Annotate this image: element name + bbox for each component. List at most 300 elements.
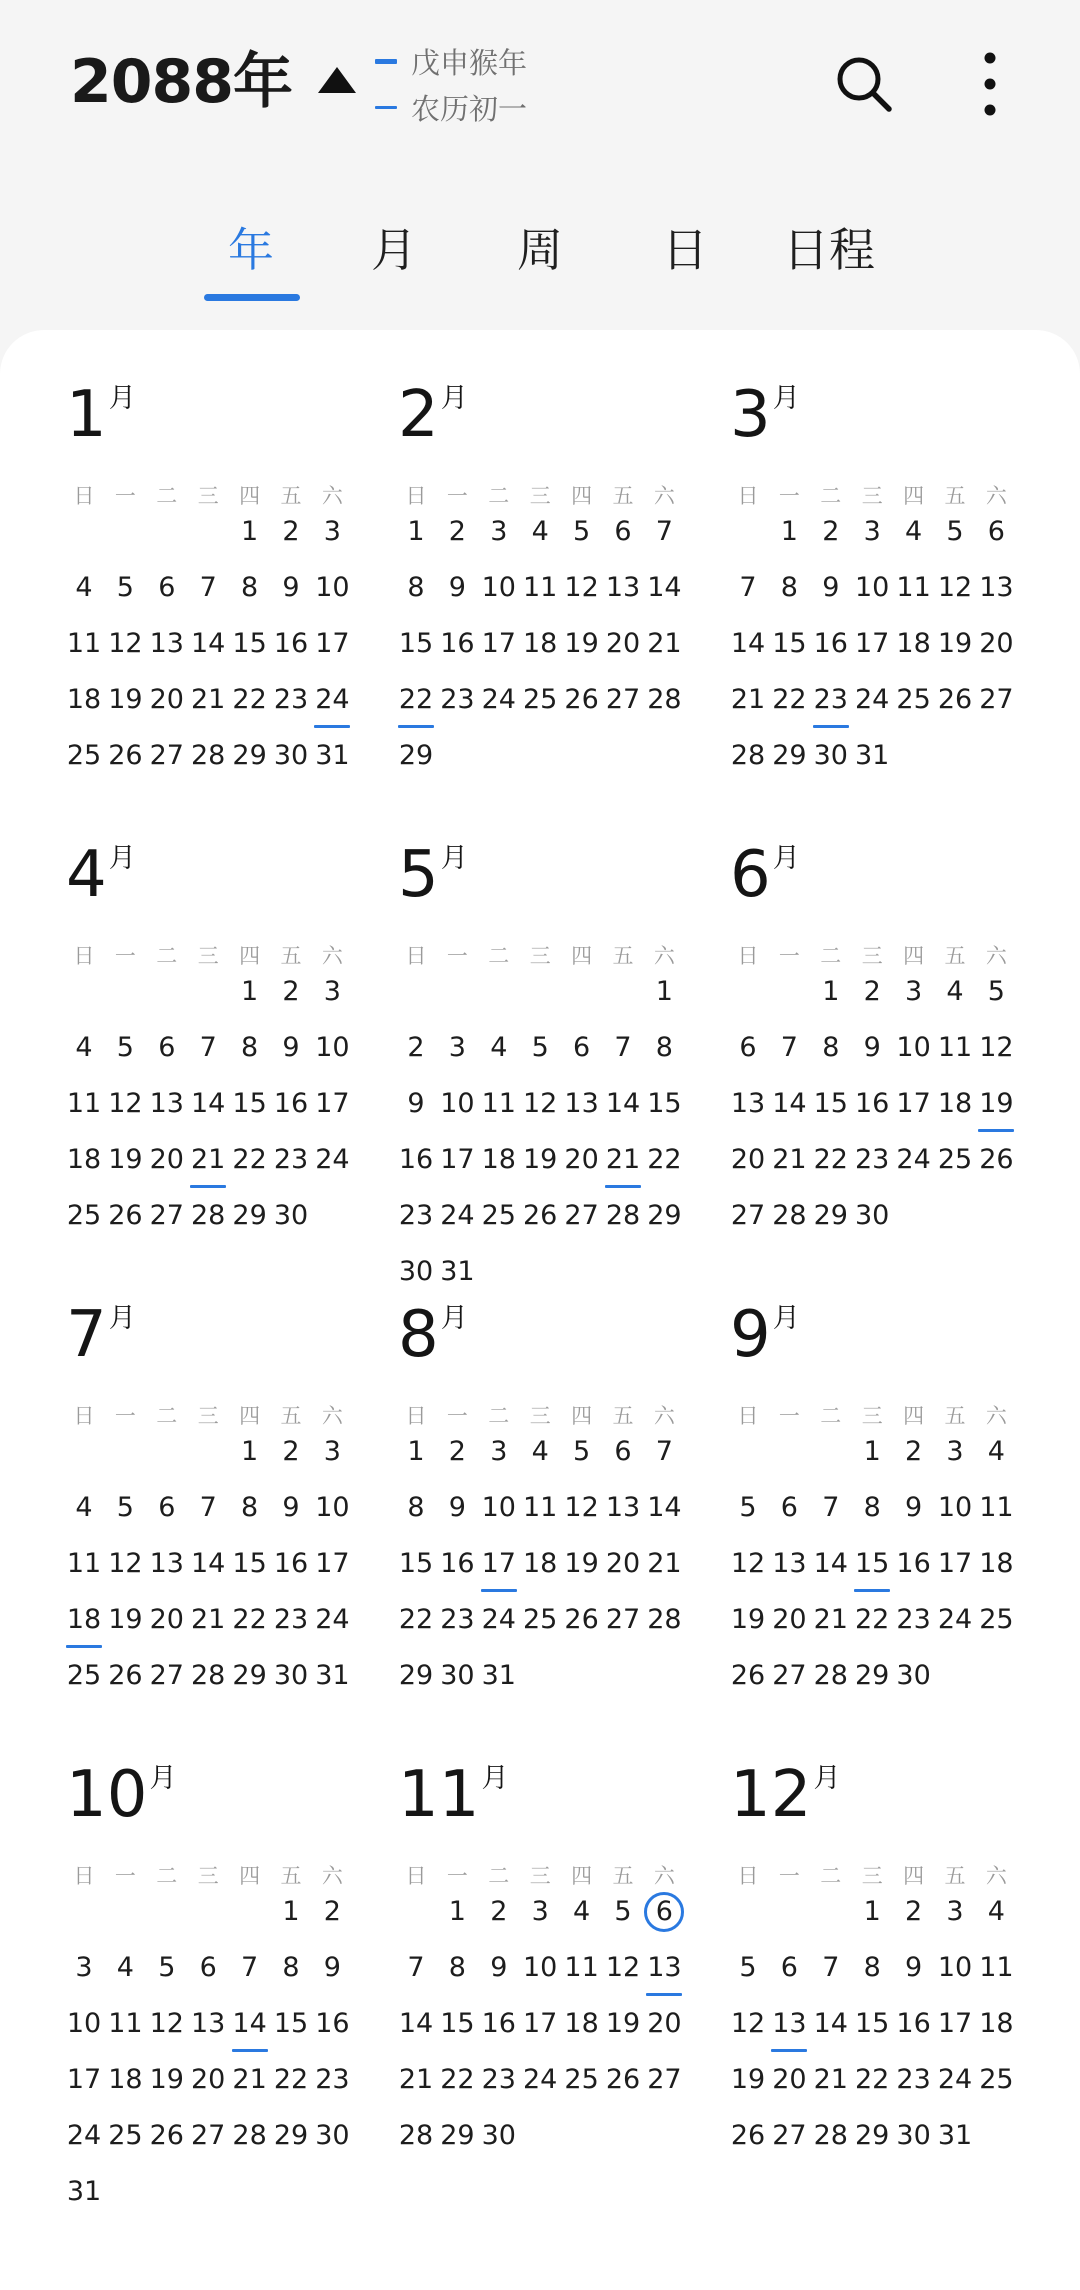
day-cell[interactable]: 16	[440, 1548, 475, 1579]
day-cell[interactable]: 4	[531, 516, 549, 547]
day-cell[interactable]: 8	[407, 572, 425, 603]
day-cell[interactable]: 4	[75, 572, 93, 603]
day-cell[interactable]: 13	[641, 1944, 687, 1992]
day-cell[interactable]: 11	[523, 572, 558, 603]
tab-week[interactable]: 周	[517, 223, 563, 277]
day-cell[interactable]: 27	[772, 1660, 807, 1691]
day-cell[interactable]: 8	[863, 1492, 881, 1523]
day-cell[interactable]: 10	[315, 1032, 350, 1063]
day-cell[interactable]: 10	[66, 2008, 102, 2039]
day-cell[interactable]: 21	[600, 1136, 646, 1184]
day-cell[interactable]: 30	[398, 1256, 434, 1287]
day-cell[interactable]: 18	[979, 2008, 1014, 2039]
day-cell[interactable]: 30	[481, 2120, 516, 2151]
day-cell[interactable]: 27	[191, 2120, 226, 2151]
day-cell[interactable]: 6	[987, 516, 1005, 547]
day-cell[interactable]: 24	[315, 1144, 350, 1175]
day-cell[interactable]: 7	[199, 572, 217, 603]
day-cell[interactable]: 2	[822, 516, 840, 547]
day-cell[interactable]: 25	[523, 684, 558, 715]
day-cell[interactable]: 26	[937, 684, 973, 715]
day-cell[interactable]: 25	[66, 740, 102, 771]
day-cell[interactable]: 17	[937, 1548, 973, 1579]
day-cell[interactable]: 1	[448, 1896, 466, 1927]
day-cell[interactable]: 11	[66, 1548, 102, 1579]
day-cell[interactable]: 24	[481, 1604, 516, 1635]
day-cell[interactable]: 26	[564, 1604, 599, 1635]
day-cell[interactable]: 17	[315, 1088, 350, 1119]
day-cell[interactable]: 2	[282, 976, 300, 1007]
day-cell[interactable]: 15	[398, 1548, 434, 1579]
day-cell[interactable]: 12	[523, 1088, 558, 1119]
day-cell[interactable]: 6	[158, 572, 176, 603]
day-cell[interactable]: 9	[905, 1492, 923, 1523]
day-cell[interactable]: 5	[116, 1032, 134, 1063]
day-cell[interactable]: 7	[241, 1952, 259, 1983]
day-cell[interactable]: 18	[523, 1548, 558, 1579]
day-cell[interactable]: 4	[75, 1492, 93, 1523]
day-cell[interactable]: 25	[896, 684, 931, 715]
day-cell[interactable]: 14	[647, 572, 682, 603]
day-cell[interactable]: 2	[323, 1896, 341, 1927]
month-11[interactable]	[398, 1750, 718, 2190]
day-cell[interactable]: 28	[191, 1200, 226, 1231]
day-cell[interactable]: 17	[523, 2008, 558, 2039]
day-cell[interactable]: 30	[273, 740, 309, 771]
day-cell[interactable]: 9	[905, 1952, 923, 1983]
day-cell[interactable]: 5	[531, 1032, 549, 1063]
day-cell[interactable]: 13	[564, 1088, 599, 1119]
day-cell[interactable]: 20	[979, 628, 1014, 659]
day-cell[interactable]: 6	[739, 1032, 757, 1063]
day-cell[interactable]: 23	[440, 1604, 475, 1635]
day-cell[interactable]: 21	[813, 1604, 848, 1635]
day-cell[interactable]: 22	[647, 1144, 682, 1175]
day-cell[interactable]: 27	[979, 684, 1014, 715]
day-cell[interactable]: 13	[772, 1548, 807, 1579]
day-cell[interactable]: 24	[896, 1144, 931, 1175]
day-cell[interactable]: 26	[108, 740, 143, 771]
day-cell[interactable]: 23	[440, 684, 475, 715]
day-cell[interactable]: 17	[476, 1540, 522, 1588]
month-8[interactable]	[398, 1290, 718, 1730]
day-cell[interactable]: 3	[905, 976, 923, 1007]
day-cell[interactable]: 27	[149, 1660, 184, 1691]
day-cell[interactable]: 15	[813, 1088, 848, 1119]
day-cell[interactable]: 20	[149, 684, 184, 715]
day-cell[interactable]: 6	[614, 516, 632, 547]
day-cell[interactable]: 9	[448, 1492, 466, 1523]
day-cell[interactable]: 20	[730, 1144, 766, 1175]
day-cell[interactable]: 29	[232, 1200, 267, 1231]
day-cell[interactable]: 30	[273, 1660, 309, 1691]
day-cell[interactable]: 10	[937, 1492, 973, 1523]
day-cell[interactable]: 6	[780, 1952, 798, 1983]
day-cell[interactable]: 4	[946, 976, 964, 1007]
day-cell[interactable]: 8	[407, 1492, 425, 1523]
day-cell[interactable]: 4	[987, 1436, 1005, 1467]
month-5[interactable]	[398, 830, 718, 1287]
day-cell[interactable]: 29	[647, 1200, 682, 1231]
tab-month[interactable]: 月	[371, 223, 417, 277]
day-cell[interactable]: 24	[66, 2120, 102, 2151]
day-cell[interactable]: 31	[440, 1256, 475, 1287]
day-cell[interactable]: 9	[448, 572, 466, 603]
day-cell[interactable]: 6	[158, 1492, 176, 1523]
day-cell[interactable]: 19	[730, 1604, 766, 1635]
day-cell[interactable]: 30	[855, 1200, 890, 1231]
day-cell[interactable]: 20	[191, 2064, 226, 2095]
day-cell[interactable]: 15	[273, 2008, 309, 2039]
day-cell[interactable]: 25	[979, 2064, 1014, 2095]
day-cell[interactable]: 7	[780, 1032, 798, 1063]
day-cell[interactable]: 29	[273, 2120, 309, 2151]
day-cell[interactable]: 12	[108, 1548, 143, 1579]
day-cell[interactable]: 4	[573, 1896, 591, 1927]
day-cell[interactable]: 13	[730, 1088, 766, 1119]
day-cell[interactable]: 16	[896, 1548, 931, 1579]
day-cell[interactable]: 1	[780, 516, 798, 547]
day-cell[interactable]: 27	[149, 1200, 184, 1231]
day-cell[interactable]: 23	[896, 1604, 931, 1635]
day-cell[interactable]: 26	[605, 2064, 641, 2095]
day-cell[interactable]: 23	[481, 2064, 516, 2095]
day-cell[interactable]: 2	[490, 1896, 508, 1927]
day-cell[interactable]: 16	[273, 1548, 309, 1579]
day-cell[interactable]: 23	[273, 684, 309, 715]
day-cell[interactable]: 21	[191, 684, 226, 715]
month-4[interactable]	[66, 830, 386, 1270]
day-cell[interactable]: 21	[398, 2064, 434, 2095]
day-cell[interactable]: 23	[896, 2064, 931, 2095]
day-cell[interactable]: 4	[75, 1032, 93, 1063]
day-cell[interactable]: 8	[822, 1032, 840, 1063]
day-cell[interactable]: 26	[564, 684, 599, 715]
day-cell[interactable]: 31	[66, 2176, 102, 2207]
day-cell[interactable]: 11	[979, 1952, 1014, 1983]
day-cell[interactable]: 21	[232, 2064, 267, 2095]
day-cell[interactable]: 9	[323, 1952, 341, 1983]
day-cell[interactable]: 23	[398, 1200, 434, 1231]
day-cell[interactable]: 21	[813, 2064, 848, 2095]
day-cell[interactable]: 25	[481, 1200, 516, 1231]
day-cell[interactable]: 20	[647, 2008, 682, 2039]
day-cell[interactable]: 11	[564, 1952, 599, 1983]
day-cell[interactable]: 22	[772, 684, 807, 715]
day-cell[interactable]: 3	[323, 1436, 341, 1467]
day-cell[interactable]: 8	[241, 572, 259, 603]
day-cell[interactable]: 1	[241, 976, 259, 1007]
day-cell[interactable]: 15	[647, 1088, 682, 1119]
day-cell[interactable]: 29	[232, 740, 267, 771]
day-cell[interactable]: 27	[564, 1200, 599, 1231]
day-cell[interactable]: 12	[979, 1032, 1014, 1063]
day-cell[interactable]: 8	[655, 1032, 673, 1063]
day-cell[interactable]: 5	[614, 1896, 632, 1927]
day-cell[interactable]: 28	[191, 740, 226, 771]
day-cell[interactable]: 25	[66, 1660, 102, 1691]
day-cell[interactable]: 9	[863, 1032, 881, 1063]
day-cell[interactable]: 24	[937, 1604, 973, 1635]
day-cell[interactable]: 16	[896, 2008, 931, 2039]
day-cell[interactable]: 24	[481, 684, 516, 715]
day-cell[interactable]: 6	[780, 1492, 798, 1523]
day-cell[interactable]: 5	[573, 1436, 591, 1467]
day-cell[interactable]: 30	[896, 1660, 931, 1691]
day-cell[interactable]: 16	[398, 1144, 434, 1175]
day-cell[interactable]: 20	[149, 1144, 184, 1175]
day-cell[interactable]: 1	[241, 1436, 259, 1467]
day-cell[interactable]: 20	[772, 2064, 807, 2095]
day-cell[interactable]: 31	[315, 740, 350, 771]
day-cell[interactable]: 3	[323, 516, 341, 547]
day-cell[interactable]: 14	[647, 1492, 682, 1523]
day-cell[interactable]: 28	[813, 1660, 848, 1691]
day-cell[interactable]: 31	[937, 2120, 973, 2151]
day-cell[interactable]: 2	[407, 1032, 425, 1063]
day-cell[interactable]: 18	[896, 628, 931, 659]
day-cell[interactable]: 15	[232, 1088, 267, 1119]
day-cell[interactable]: 18	[937, 1088, 973, 1119]
day-cell[interactable]: 22	[855, 2064, 890, 2095]
day-cell[interactable]: 22	[232, 1604, 267, 1635]
day-cell[interactable]: 14	[191, 1088, 226, 1119]
day-cell[interactable]: 14	[813, 2008, 848, 2039]
day-cell[interactable]: 26	[149, 2120, 184, 2151]
day-cell[interactable]: 3	[946, 1436, 964, 1467]
day-cell[interactable]: 15	[232, 1548, 267, 1579]
day-cell[interactable]: 14	[730, 628, 766, 659]
day-cell[interactable]: 20	[564, 1144, 599, 1175]
day-cell[interactable]: 26	[730, 1660, 766, 1691]
day-cell[interactable]: 19	[605, 2008, 641, 2039]
day-cell[interactable]: 29	[398, 740, 434, 771]
day-cell[interactable]: 19	[564, 628, 599, 659]
day-cell[interactable]: 25	[979, 1604, 1014, 1635]
day-cell[interactable]: 11	[66, 1088, 102, 1119]
today-day-cell[interactable]: 6	[641, 1888, 687, 1936]
day-cell[interactable]: 21	[191, 1604, 226, 1635]
day-cell[interactable]: 28	[191, 1660, 226, 1691]
day-cell[interactable]: 1	[863, 1896, 881, 1927]
day-cell[interactable]: 18	[481, 1144, 516, 1175]
day-cell[interactable]: 3	[946, 1896, 964, 1927]
day-cell[interactable]: 5	[739, 1492, 757, 1523]
day-cell[interactable]: 26	[108, 1200, 143, 1231]
day-cell[interactable]: 6	[158, 1032, 176, 1063]
day-cell[interactable]: 18	[66, 684, 102, 715]
day-cell[interactable]: 20	[605, 1548, 641, 1579]
day-cell[interactable]: 5	[739, 1952, 757, 1983]
day-cell[interactable]: 12	[730, 1548, 766, 1579]
day-cell[interactable]: 22	[398, 1604, 434, 1635]
day-cell[interactable]: 5	[987, 976, 1005, 1007]
day-cell[interactable]: 24	[523, 2064, 558, 2095]
day-cell[interactable]: 20	[772, 1604, 807, 1635]
day-cell[interactable]: 11	[66, 628, 102, 659]
day-cell[interactable]: 14	[813, 1548, 848, 1579]
day-cell[interactable]: 7	[199, 1492, 217, 1523]
day-cell[interactable]: 31	[855, 740, 890, 771]
day-cell[interactable]: 1	[822, 976, 840, 1007]
day-cell[interactable]: 15	[772, 628, 807, 659]
day-cell[interactable]: 2	[905, 1896, 923, 1927]
day-cell[interactable]: 8	[448, 1952, 466, 1983]
month-1[interactable]	[66, 370, 386, 810]
day-cell[interactable]: 30	[315, 2120, 350, 2151]
day-cell[interactable]: 19	[937, 628, 973, 659]
day-cell[interactable]: 5	[573, 516, 591, 547]
more-options-button[interactable]	[950, 44, 1030, 124]
day-cell[interactable]: 9	[282, 572, 300, 603]
day-cell[interactable]: 9	[822, 572, 840, 603]
day-cell[interactable]: 25	[108, 2120, 143, 2151]
day-cell[interactable]: 28	[730, 740, 766, 771]
day-cell[interactable]: 22	[393, 676, 439, 724]
day-cell[interactable]: 18	[108, 2064, 143, 2095]
day-cell[interactable]: 15	[398, 628, 434, 659]
day-cell[interactable]: 16	[855, 1088, 890, 1119]
day-cell[interactable]: 21	[772, 1144, 807, 1175]
day-cell[interactable]: 28	[398, 2120, 434, 2151]
day-cell[interactable]: 24	[440, 1200, 475, 1231]
day-cell[interactable]: 23	[273, 1604, 309, 1635]
day-cell[interactable]: 26	[523, 1200, 558, 1231]
day-cell[interactable]: 1	[407, 1436, 425, 1467]
day-cell[interactable]: 4	[987, 1896, 1005, 1927]
day-cell[interactable]: 13	[191, 2008, 226, 2039]
day-cell[interactable]: 30	[813, 740, 848, 771]
day-cell[interactable]: 25	[523, 1604, 558, 1635]
day-cell[interactable]: 22	[232, 684, 267, 715]
year-selector[interactable]	[70, 42, 356, 122]
day-cell[interactable]: 27	[605, 684, 641, 715]
tab-year[interactable]: 年	[228, 223, 274, 277]
day-cell[interactable]: 18	[66, 1144, 102, 1175]
month-7[interactable]	[66, 1290, 386, 1730]
day-cell[interactable]: 30	[273, 1200, 309, 1231]
day-cell[interactable]: 29	[232, 1660, 267, 1691]
day-cell[interactable]: 10	[523, 1952, 558, 1983]
day-cell[interactable]: 12	[108, 628, 143, 659]
day-cell[interactable]: 18	[523, 628, 558, 659]
month-2[interactable]	[398, 370, 718, 810]
day-cell[interactable]: 21	[185, 1136, 231, 1184]
day-cell[interactable]: 8	[780, 572, 798, 603]
day-cell[interactable]: 10	[315, 1492, 350, 1523]
day-cell[interactable]: 15	[232, 628, 267, 659]
day-cell[interactable]: 8	[863, 1952, 881, 1983]
day-cell[interactable]: 24	[315, 1604, 350, 1635]
day-cell[interactable]: 19	[564, 1548, 599, 1579]
day-cell[interactable]: 12	[564, 1492, 599, 1523]
day-cell[interactable]: 6	[573, 1032, 591, 1063]
day-cell[interactable]: 14	[227, 2000, 273, 2048]
day-cell[interactable]: 11	[896, 572, 931, 603]
day-cell[interactable]: 16	[481, 2008, 516, 2039]
day-cell[interactable]: 14	[772, 1088, 807, 1119]
day-cell[interactable]: 7	[655, 1436, 673, 1467]
day-cell[interactable]: 19	[108, 1604, 143, 1635]
day-cell[interactable]: 13	[605, 572, 641, 603]
month-12[interactable]	[730, 1750, 1050, 2190]
day-cell[interactable]: 8	[241, 1492, 259, 1523]
day-cell[interactable]: 26	[108, 1660, 143, 1691]
day-cell[interactable]: 30	[896, 2120, 931, 2151]
day-cell[interactable]: 9	[407, 1088, 425, 1119]
day-cell[interactable]: 5	[116, 572, 134, 603]
day-cell[interactable]: 2	[448, 1436, 466, 1467]
day-cell[interactable]: 28	[647, 684, 682, 715]
day-cell[interactable]: 16	[440, 628, 475, 659]
tab-day[interactable]: 日	[662, 223, 708, 277]
day-cell[interactable]: 22	[273, 2064, 309, 2095]
day-cell[interactable]: 27	[647, 2064, 682, 2095]
day-cell[interactable]: 7	[655, 516, 673, 547]
day-cell[interactable]: 7	[822, 1492, 840, 1523]
day-cell[interactable]: 4	[490, 1032, 508, 1063]
day-cell[interactable]: 14	[605, 1088, 641, 1119]
day-cell[interactable]: 13	[979, 572, 1014, 603]
day-cell[interactable]: 23	[315, 2064, 350, 2095]
day-cell[interactable]: 13	[149, 1088, 184, 1119]
day-cell[interactable]: 19	[108, 684, 143, 715]
day-cell[interactable]: 28	[232, 2120, 267, 2151]
day-cell[interactable]: 4	[905, 516, 923, 547]
day-cell[interactable]: 20	[149, 1604, 184, 1635]
day-cell[interactable]: 13	[766, 2000, 812, 2048]
day-cell[interactable]: 29	[855, 2120, 890, 2151]
day-cell[interactable]: 5	[158, 1952, 176, 1983]
day-cell[interactable]: 7	[407, 1952, 425, 1983]
day-cell[interactable]: 12	[564, 572, 599, 603]
day-cell[interactable]: 16	[273, 628, 309, 659]
day-cell[interactable]: 10	[937, 1952, 973, 1983]
day-cell[interactable]: 24	[937, 2064, 973, 2095]
day-cell[interactable]: 25	[564, 2064, 599, 2095]
day-cell[interactable]: 17	[855, 628, 890, 659]
day-cell[interactable]: 27	[605, 1604, 641, 1635]
day-cell[interactable]: 17	[315, 628, 350, 659]
day-cell[interactable]: 28	[772, 1200, 807, 1231]
day-cell[interactable]: 9	[490, 1952, 508, 1983]
day-cell[interactable]: 17	[440, 1144, 475, 1175]
day-cell[interactable]: 29	[440, 2120, 475, 2151]
day-cell[interactable]: 31	[481, 1660, 516, 1691]
day-cell[interactable]: 19	[973, 1080, 1019, 1128]
day-cell[interactable]: 13	[149, 628, 184, 659]
day-cell[interactable]: 5	[116, 1492, 134, 1523]
day-cell[interactable]: 18	[564, 2008, 599, 2039]
day-cell[interactable]: 10	[481, 572, 516, 603]
day-cell[interactable]: 11	[481, 1088, 516, 1119]
day-cell[interactable]: 28	[647, 1604, 682, 1635]
day-cell[interactable]: 12	[937, 572, 973, 603]
day-cell[interactable]: 25	[66, 1200, 102, 1231]
day-cell[interactable]: 3	[863, 516, 881, 547]
day-cell[interactable]: 7	[199, 1032, 217, 1063]
day-cell[interactable]: 10	[896, 1032, 931, 1063]
day-cell[interactable]: 6	[199, 1952, 217, 1983]
day-cell[interactable]: 15	[855, 2008, 890, 2039]
day-cell[interactable]: 28	[605, 1200, 641, 1231]
day-cell[interactable]: 19	[108, 1144, 143, 1175]
day-cell[interactable]: 27	[149, 740, 184, 771]
day-cell[interactable]: 9	[282, 1492, 300, 1523]
day-cell[interactable]: 7	[739, 572, 757, 603]
day-cell[interactable]: 17	[66, 2064, 102, 2095]
month-6[interactable]	[730, 830, 1050, 1270]
